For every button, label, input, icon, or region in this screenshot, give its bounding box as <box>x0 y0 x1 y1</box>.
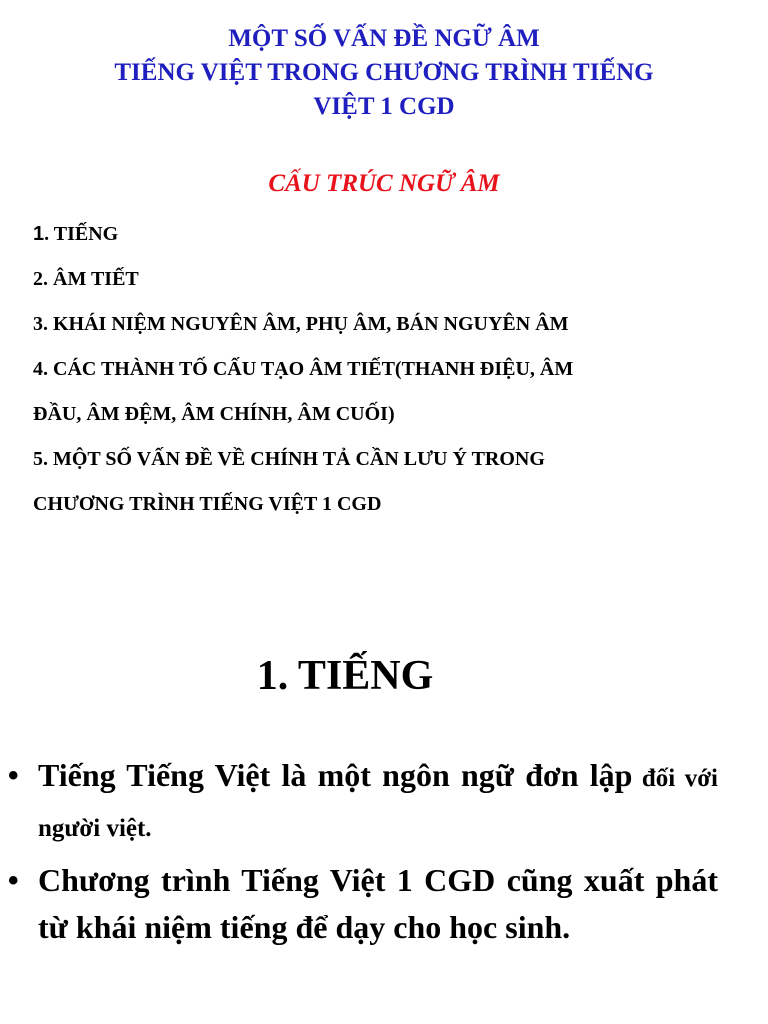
document-title <box>0 22 768 124</box>
toc-item-4 <box>33 352 743 431</box>
toc-item-3: 3. KHÁI NIỆM NGUYÊN ÂM, PHỤ ÂM, BÁN NGUYÊN ÂM <box>33 313 569 335</box>
section-heading: 1. TIẾNG <box>256 653 434 699</box>
bullet-2-text: Chương trình Tiếng Việt 1 CGD cũng xuất phát từ khái niệm tiếng để dạy cho học sinh. <box>38 862 718 945</box>
section-subtitle: CẤU TRÚC NGỮ ÂM <box>268 170 500 197</box>
bullet-1-main-text: Tiếng Tiếng Việt là một ngôn ngữ đơn lập <box>38 757 633 793</box>
title-line-3: VIỆT 1 CGD <box>313 93 455 120</box>
bullet-list <box>8 752 718 956</box>
toc-item-1-number: 1 <box>33 223 45 245</box>
toc-item-1 <box>33 217 743 251</box>
toc-item-5-line-1: 5. MỘT SỐ VẤN ĐỀ VỀ CHÍNH TẢ CẦN LƯU Ý TRONG <box>33 448 545 470</box>
toc-item-4-line-1: 4. CÁC THÀNH TỐ CẤU TẠO ÂM TIẾT(THANH ĐIỆU, ÂM <box>33 358 574 380</box>
toc-item-2: 2. ÂM TIẾT <box>33 268 139 290</box>
title-line-2: TIẾNG VIỆT TRONG CHƯƠNG TRÌNH TIẾNG <box>114 59 654 86</box>
bullet-dot-icon: • <box>8 864 19 897</box>
toc-item-5 <box>33 442 743 521</box>
toc-item-1-text: . TIẾNG <box>44 223 119 245</box>
title-line-1: MỘT SỐ VẤN ĐỀ NGỮ ÂM <box>228 25 540 52</box>
bullet-dot-icon: • <box>8 759 19 792</box>
bullet-item-2 <box>8 857 718 951</box>
toc-item-4-line-2: ĐẦU, ÂM ĐỆM, ÂM CHÍNH, ÂM CUỐI) <box>33 403 395 425</box>
bullet-1-small-text: đối với người việt. <box>38 765 719 842</box>
toc-item-5-line-2: CHƯƠNG TRÌNH TIẾNG VIỆT 1 CGD <box>33 493 382 515</box>
bullet-item-1 <box>8 752 718 852</box>
table-of-contents <box>33 217 743 532</box>
